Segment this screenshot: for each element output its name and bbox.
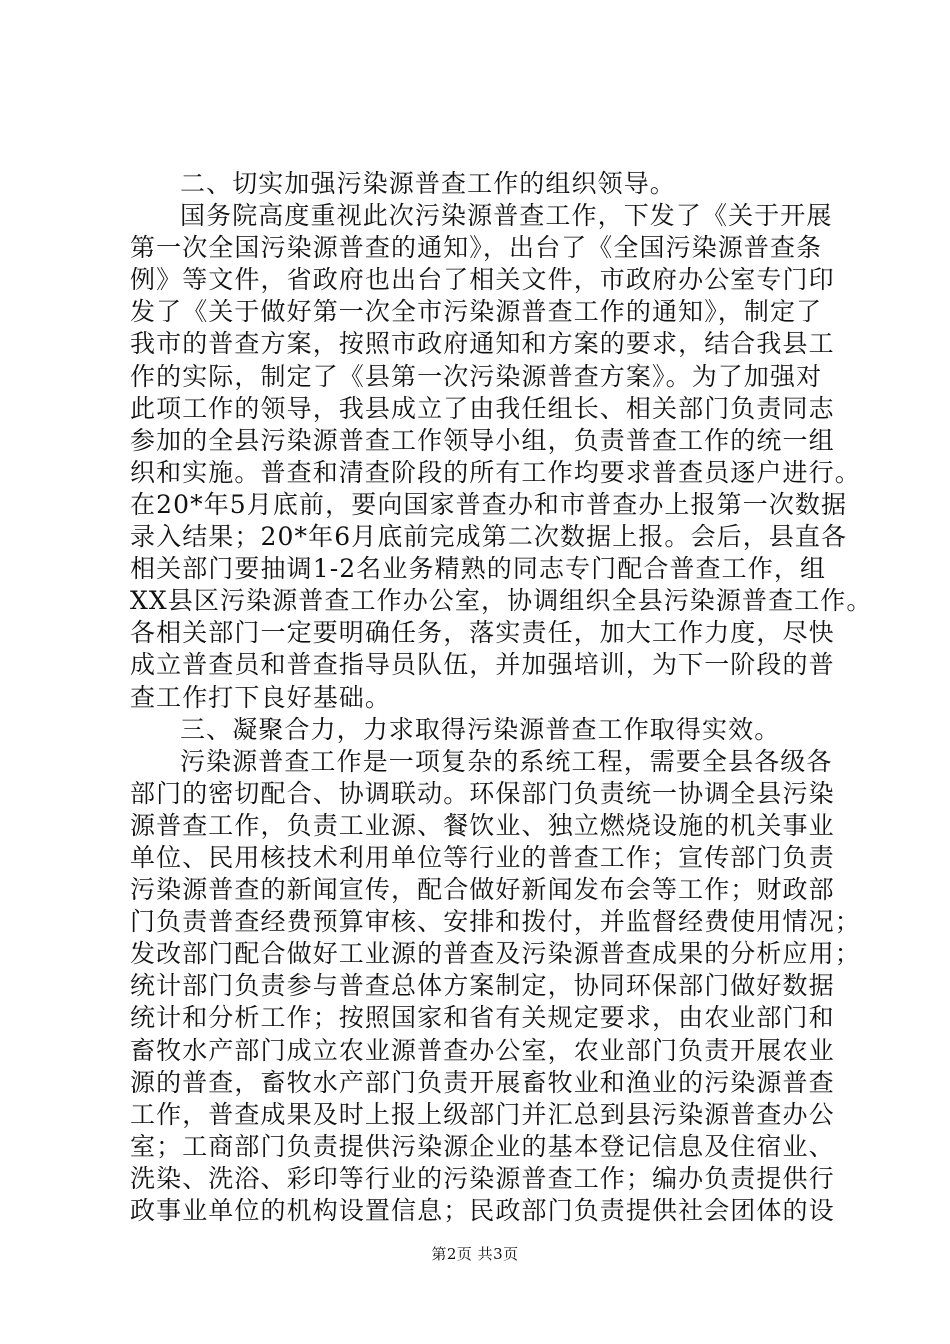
section-heading-2: 二、切实加强污染源普查工作的组织领导。 (180, 169, 676, 198)
paragraph-line: 录入结果；20*年6月底前完成第二次数据上报。会后，县直各 (130, 522, 848, 552)
paragraph-line: 发改部门配合做好工业源的普查及污染源普查成果的分析应用； (130, 939, 861, 969)
paragraph-line: 单位、民用核技术利用单位等行业的普查工作；宣传部门负责 (130, 842, 835, 872)
paragraph-line: 门负责普查经费预算审核、安排和拨付，并监督经费使用情况； (130, 907, 861, 937)
paragraph-line: 污染源普查工作是一项复杂的系统工程，需要全县各级各 (180, 746, 833, 776)
paragraph-line: 政事业单位的机构设置信息；民政部门负责提供社会团体的设 (130, 1196, 835, 1225)
paragraph-line: 成立普查员和普查指导员队伍，并加强培训，为下一阶段的普 (130, 650, 835, 680)
document-body (130, 168, 873, 1227)
paragraph-line: 室；工商部门负责提供污染源企业的基本登记信息及住宿业、 (130, 1131, 835, 1161)
paragraph-line: 部门的密切配合、协调联动。环保部门负责统一协调全县污染 (130, 778, 835, 808)
paragraph-line: 第一次全国污染源普查的通知》，出台了《全国污染源普查条 (130, 233, 823, 263)
paragraph-line: 我市的普查方案，按照市政府通知和方案的要求，结合我县工 (130, 329, 835, 359)
paragraph-line: 发了《关于做好第一次全市污染源普查工作的通知》，制定了 (130, 297, 823, 327)
paragraph-line: 查工作打下良好基础。 (130, 682, 392, 712)
paragraph-line: 例》等文件，省政府也出台了相关文件，市政府办公室专门印 (130, 265, 835, 295)
paragraph-line: 作的实际，制定了《县第一次污染源普查方案》。为了加强对 (130, 361, 823, 391)
paragraph-line: 畜牧水产部门成立农业源普查办公室，农业部门负责开展农业 (130, 1035, 835, 1065)
paragraph-line: 统计和分析工作；按照国家和省有关规定要求，由农业部门和 (130, 1003, 835, 1033)
paragraph-line: XX县区污染源普查工作办公室，协调组织全县污染源普查工作。 (130, 586, 873, 616)
paragraph-line: 工作，普查成果及时上报上级部门并汇总到县污染源普查办公 (130, 1099, 835, 1129)
section-heading-3: 三、凝聚合力，力求取得污染源普查工作取得实效。 (180, 714, 781, 744)
paragraph-line: 源普查工作，负责工业源、餐饮业、独立燃烧设施的机关事业 (130, 810, 835, 840)
paragraph-line: 织和实施。普查和清查阶段的所有工作均要求普查员逐户进行。 (130, 457, 861, 487)
paragraph-line: 洗染、洗浴、彩印等行业的污染源普查工作；编办负责提供行 (130, 1163, 835, 1193)
paragraph-line: 源的普查，畜牧水产部门负责开展畜牧业和渔业的污染源普查 (130, 1067, 835, 1097)
paragraph-line: 各相关部门一定要明确任务，落实责任，加大工作力度，尽快 (130, 618, 835, 648)
paragraph-line: 国务院高度重视此次污染源普查工作，下发了《关于开展 (180, 201, 833, 231)
paragraph-line: 此项工作的领导，我县成立了由我任组长、相关部门负责同志 (130, 393, 835, 423)
paragraph-line: 污染源普查的新闻宣传，配合做好新闻发布会等工作；财政部 (130, 875, 835, 905)
paragraph-line: 参加的全县污染源普查工作领导小组，负责普查工作的统一组 (130, 425, 835, 455)
paragraph-line: 相关部门要抽调1-2名业务精熟的同志专门配合普查工作，组 (130, 554, 827, 584)
paragraph-line: 在20*年5月底前，要向国家普查办和市普查办上报第一次数据 (130, 489, 848, 519)
page-number-footer: 第2页 共3页 (431, 1245, 519, 1263)
paragraph-line: 统计部门负责参与普查总体方案制定，协同环保部门做好数据 (130, 971, 835, 1001)
